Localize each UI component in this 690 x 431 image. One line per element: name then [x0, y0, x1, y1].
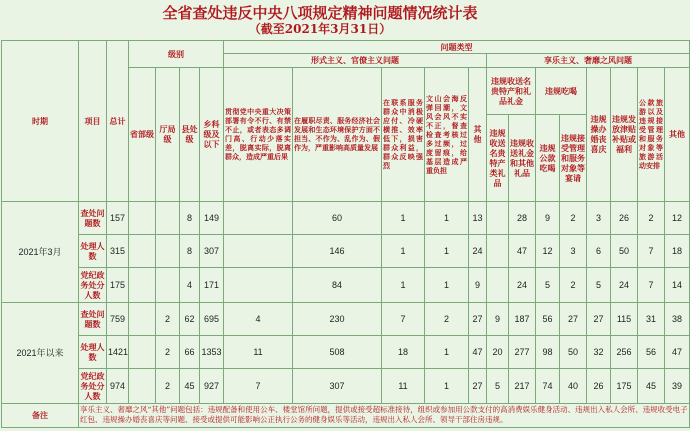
- page-subtitle: （截至2021年3月31日）: [248, 22, 392, 36]
- cell: 7: [382, 302, 425, 335]
- cell: 40: [560, 369, 587, 403]
- cell: 27: [560, 302, 587, 335]
- page-title: 全省查处违反中央八项规定精神问题情况统计表: [162, 4, 478, 22]
- cell: 927: [200, 369, 224, 403]
- cell: 7: [638, 235, 665, 268]
- cell: 62: [180, 302, 200, 335]
- cell: 32: [587, 335, 611, 368]
- cell: 4: [180, 268, 200, 302]
- cell: [487, 201, 509, 234]
- cell: 47: [665, 335, 690, 368]
- cell: 5: [536, 268, 560, 302]
- cell: 2: [638, 201, 665, 234]
- cell: 277: [509, 335, 536, 368]
- row-label: 处理人数: [79, 235, 107, 268]
- cell: 18: [382, 335, 425, 368]
- cell: 2: [425, 302, 469, 335]
- cell: [129, 302, 156, 335]
- cell: 1421: [107, 335, 129, 368]
- cell: 175: [611, 369, 638, 403]
- cell: [224, 235, 293, 268]
- cell: 8: [180, 235, 200, 268]
- cell: 2: [156, 369, 180, 403]
- cell: 11: [382, 369, 425, 403]
- cell: 24: [611, 268, 638, 302]
- header-formalism-1: 贯彻党中央重大决策部署有令不行、有禁不止，或者表态多调门高、行动少落实差，脱离实际，脱离群众，造成严重后果: [224, 67, 293, 201]
- cell: 1: [425, 201, 469, 234]
- cell: 2: [156, 335, 180, 368]
- cell: 9: [469, 268, 487, 302]
- cell: 759: [107, 302, 129, 335]
- cell: 307: [200, 235, 224, 268]
- header-hedonism-allowances: 违规发放津贴补贴或福利: [611, 67, 638, 201]
- cell: 74: [536, 369, 560, 403]
- header-hedonism-gifts: 违规收送名贵特产和礼品礼金: [487, 67, 536, 115]
- header-hedonism-dining: 违规吃喝: [536, 67, 587, 115]
- cell: 45: [638, 369, 665, 403]
- cell: 1: [382, 268, 425, 302]
- period-label: 2021年以来: [2, 302, 79, 403]
- cell: 217: [509, 369, 536, 403]
- header-dining-public: 违规公款吃喝: [536, 115, 560, 201]
- table-row: [2, 335, 690, 368]
- statistics-table: [1, 40, 690, 428]
- table-row: [2, 369, 690, 403]
- header-level-province: 省部级: [129, 67, 156, 201]
- cell: 12: [665, 201, 690, 234]
- cell: 1: [425, 268, 469, 302]
- cell: 1: [425, 235, 469, 268]
- cell: [129, 268, 156, 302]
- header-formalism-other: 其他: [469, 67, 487, 201]
- header-dining-banquets: 违规接受管理和服务对象等宴请: [560, 115, 587, 201]
- cell: 171: [200, 268, 224, 302]
- header-hedonism-weddings: 违规操办婚丧喜庆: [587, 67, 611, 201]
- cell: 315: [107, 235, 129, 268]
- table-row: [2, 302, 690, 335]
- cell: 1353: [200, 335, 224, 368]
- table-row: [2, 201, 690, 234]
- header-level: 级别: [129, 41, 224, 68]
- cell: 7: [638, 268, 665, 302]
- row-label: 党纪政务处分人数: [79, 268, 107, 302]
- header-hedonism: 享乐主义、奢靡之风问题: [487, 54, 690, 67]
- cell: 3: [560, 235, 587, 268]
- cell: 9: [536, 201, 560, 234]
- header-hedonism-other: 其他: [665, 67, 690, 201]
- cell: 18: [665, 235, 690, 268]
- table-row: [2, 268, 690, 302]
- cell: [487, 268, 509, 302]
- cell: 115: [611, 302, 638, 335]
- cell: 26: [587, 369, 611, 403]
- cell: 187: [509, 302, 536, 335]
- cell: [487, 235, 509, 268]
- cell: 175: [107, 268, 129, 302]
- cell: 6: [587, 235, 611, 268]
- header-formalism-3: 在联系服务群众中消极应付、冷硬横推、效率低下，损害群众利益，群众反映强烈: [382, 67, 425, 201]
- cell: 56: [536, 302, 560, 335]
- cell: 1: [425, 335, 469, 368]
- cell: 14: [665, 268, 690, 302]
- cell: 146: [293, 235, 382, 268]
- cell: 56: [638, 335, 665, 368]
- cell: 50: [611, 235, 638, 268]
- cell: 695: [200, 302, 224, 335]
- cell: 45: [180, 369, 200, 403]
- cell: 38: [665, 302, 690, 335]
- cell: 13: [469, 201, 487, 234]
- cell: 27: [469, 369, 487, 403]
- header-formalism-4: 文山会海反弹回潮，文风会风不实不正，督查检查考核过多过频，过度留痕，给基层造成严重负担: [425, 67, 469, 201]
- cell: 98: [536, 335, 560, 368]
- row-label: 查处问题数: [79, 302, 107, 335]
- cell: 3: [587, 201, 611, 234]
- table-row: [2, 235, 690, 268]
- cell: 27: [587, 302, 611, 335]
- cell: 508: [293, 335, 382, 368]
- cell: 28: [509, 201, 536, 234]
- period-label: 2021年3月: [2, 201, 79, 302]
- cell: 9: [487, 302, 509, 335]
- header-total: 总计: [107, 41, 129, 202]
- cell: 20: [487, 335, 509, 368]
- cell: [129, 235, 156, 268]
- row-label: 查处问题数: [79, 201, 107, 234]
- header-formalism-2: 在履职尽责、服务经济社会发展和生态环境保护方面不担当、不作为、乱作为、假作为，严重影响高质量发展: [293, 67, 382, 201]
- cell: [129, 335, 156, 368]
- cell: 157: [107, 201, 129, 234]
- header-hedonism-travel: 公款旅游以及违规接受管理和服务对象等旅游活动安排: [638, 67, 665, 201]
- header-item: 项目: [79, 41, 107, 202]
- cell: 1: [382, 235, 425, 268]
- header-period: 时期: [2, 41, 79, 202]
- cell: 27: [469, 302, 487, 335]
- header-level-township: 乡科级及以下: [200, 67, 224, 201]
- cell: 47: [469, 335, 487, 368]
- cell: 84: [293, 268, 382, 302]
- note-text: 享乐主义、奢靡之风“其他”问题包括：违规配备和使用公车、楼堂馆所问题，提供或接受超标准接待，组织或参加用公款支付的高消费娱乐健身活动、违规出入私人会所、违规收受电子红包、违规操办婚丧喜庆等问题、接受或提供可能影响公正执行公务的健身娱乐等活动，违规出入私人会所、领导干部住房违规。: [79, 403, 690, 427]
- cell: 2: [560, 201, 587, 234]
- cell: [156, 268, 180, 302]
- cell: 50: [560, 335, 587, 368]
- cell: 66: [180, 335, 200, 368]
- header-level-county: 县处级: [180, 67, 200, 201]
- header-gifts-cash: 违规收送礼金和其他礼品: [509, 115, 536, 201]
- cell: 8: [180, 201, 200, 234]
- cell: 11: [224, 335, 293, 368]
- cell: [224, 201, 293, 234]
- cell: 1: [382, 201, 425, 234]
- cell: [156, 235, 180, 268]
- cell: [156, 201, 180, 234]
- cell: 31: [638, 302, 665, 335]
- cell: 974: [107, 369, 129, 403]
- cell: 256: [611, 335, 638, 368]
- header-level-bureau: 厅局级: [156, 67, 180, 201]
- header-formalism: 形式主义、官僚主义问题: [224, 54, 487, 67]
- cell: [129, 201, 156, 234]
- cell: 1: [425, 369, 469, 403]
- header-gifts-specialty: 违规收送名贵特产类礼品: [487, 115, 509, 201]
- cell: 39: [665, 369, 690, 403]
- cell: 5: [587, 268, 611, 302]
- cell: 47: [509, 235, 536, 268]
- cell: 26: [611, 201, 638, 234]
- cell: 12: [536, 235, 560, 268]
- cell: 60: [293, 201, 382, 234]
- row-label: 党纪政务处分人数: [79, 369, 107, 403]
- cell: 24: [509, 268, 536, 302]
- cell: 2: [156, 302, 180, 335]
- cell: 149: [200, 201, 224, 234]
- cell: 307: [293, 369, 382, 403]
- header-problem-type: 问题类型: [224, 41, 690, 54]
- cell: 7: [224, 369, 293, 403]
- cell: 230: [293, 302, 382, 335]
- cell: [224, 268, 293, 302]
- cell: 4: [224, 302, 293, 335]
- cell: 5: [487, 369, 509, 403]
- cell: 2: [560, 268, 587, 302]
- cell: [129, 369, 156, 403]
- note-label: 备注: [2, 403, 79, 427]
- cell: 24: [469, 235, 487, 268]
- row-label: 处理人数: [79, 335, 107, 368]
